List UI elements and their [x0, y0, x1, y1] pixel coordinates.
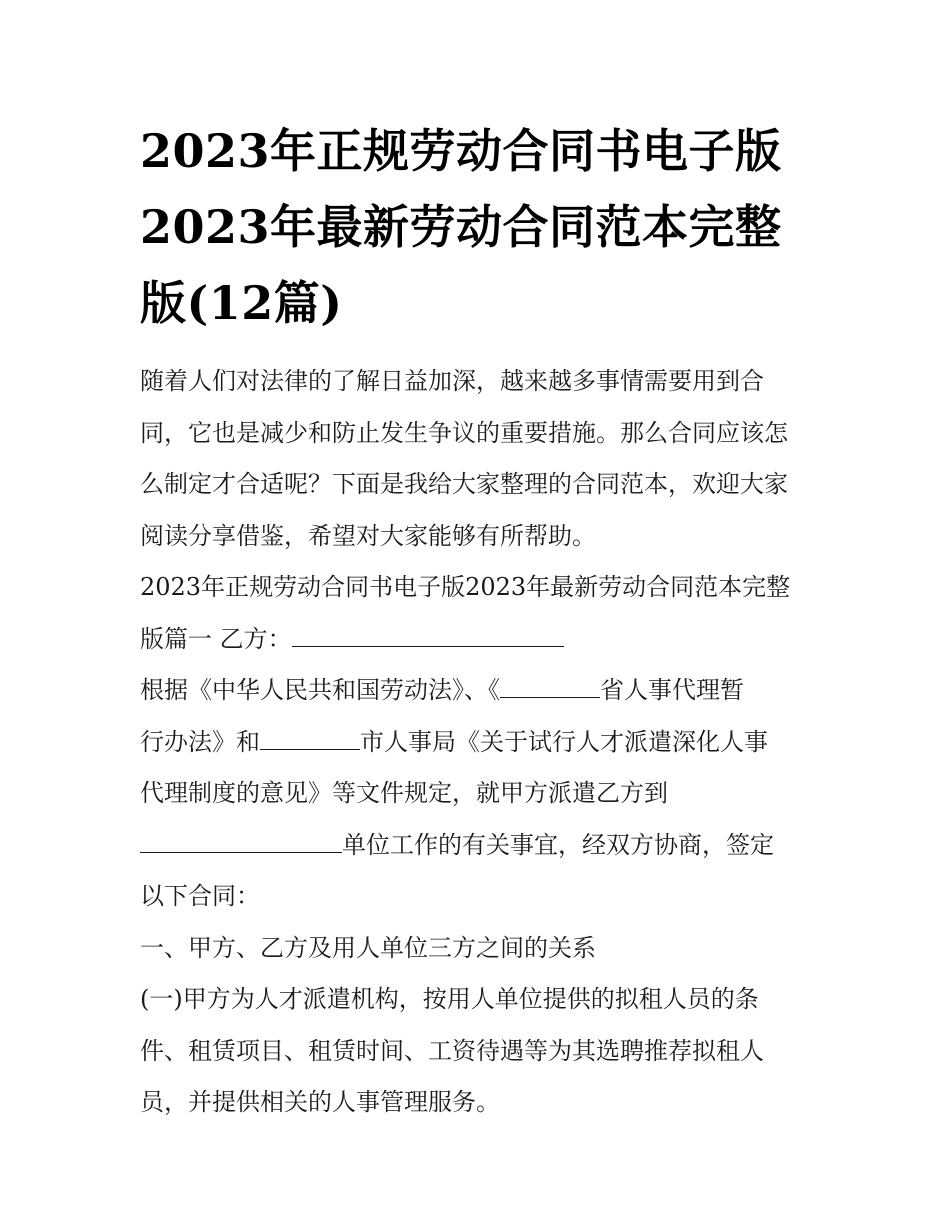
measures-text-start: 行办法》和 [140, 727, 260, 756]
applicant-blank [292, 624, 564, 647]
basis-text-start: 根据《中华人民共和国劳动法》、《 [140, 676, 500, 704]
city-blank [260, 727, 360, 750]
intro-line: 阅读分享借鉴，希望对大家能够有所帮助。 [140, 521, 596, 550]
clause-line: (一)甲方为人才派遣机构，按用人单位提供的拟租人员的条 [140, 985, 759, 1013]
title-line: 2023年最新劳动合同范本完整 [140, 200, 782, 254]
clause-line: 件、租赁项目、租赁时间、工资待遇等为其选聘推荐拟租人 [140, 1036, 764, 1065]
applicant-line [140, 614, 830, 666]
intro-line: 同，它也是减少和防止发生争议的重要措施。那么合同应该怎 [140, 418, 788, 447]
clause-line: 员，并提供相关的人事管理服务。 [140, 1088, 500, 1116]
agreement-line: 以下合同： [140, 882, 260, 910]
measures-line [140, 717, 830, 769]
unit-line [140, 820, 830, 872]
section-heading: 一、甲方、乙方及用人单位三方之间的关系 [140, 933, 596, 962]
document-title [140, 113, 820, 341]
unit-text: 单位工作的有关事宜，经双方协商，签定 [342, 830, 774, 859]
opinion-line: 代理制度的意见》等文件规定，就甲方派遣乙方到 [140, 779, 668, 807]
title-line: 2023年正规劳动合同书电子版 [140, 124, 782, 178]
subtitle-line: 2023年正规劳动合同书电子版2023年最新劳动合同范本完整 [140, 573, 791, 601]
basis-text-end: 省人事代理暂 [600, 676, 744, 704]
unit-blank [140, 830, 342, 853]
intro-line: 随着人们对法律的了解日益加深，越来越多事情需要用到合 [140, 367, 764, 395]
intro-line: 么制定才合适呢？下面是我给大家整理的合同范本，欢迎大家 [140, 470, 788, 498]
measures-text-end: 市人事局《关于试行人才派遣深化人事 [360, 727, 768, 756]
province-blank [500, 675, 600, 698]
document-body [140, 356, 830, 1129]
applicant-label: 版篇一 乙方： [140, 624, 292, 653]
basis-line [140, 665, 830, 717]
title-line: 版(12篇) [140, 276, 343, 330]
